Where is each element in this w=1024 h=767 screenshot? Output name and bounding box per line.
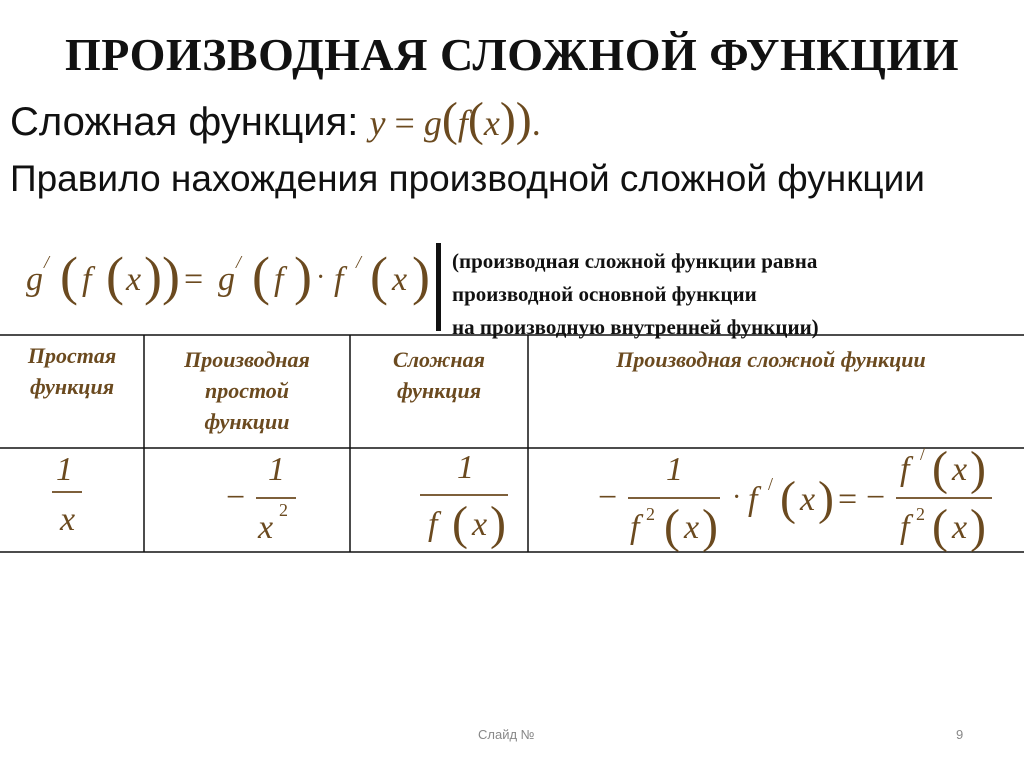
header-line: Производная [184,347,310,372]
svg-text:): ) [702,500,718,553]
svg-text:): ) [818,472,834,525]
svg-text:): ) [970,442,986,495]
rule-g1: g [26,261,43,298]
simple-deriv-exp: 2 [279,500,288,520]
rule-prime2: / [236,252,242,272]
svg-text:(: ( [370,246,388,306]
header-line: функция [396,378,482,403]
complex-deriv-den-x: x [684,509,700,546]
complex-den-f: f [428,506,438,543]
header-line: функция [29,374,115,399]
complex-deriv-num1: 1 [666,451,683,488]
note-bracket [436,243,441,331]
complex-deriv-eq: = [838,481,858,518]
slide-label: Слайд № [478,727,535,742]
complex-deriv-num2-prime: / [920,444,926,464]
complex-deriv-minus2: − [866,479,886,516]
rule-eq: = [184,261,204,298]
rule-f2: f [274,261,284,298]
rule-prime1: / [44,252,50,272]
svg-text:(: ( [664,500,680,553]
header-line: функции [204,409,290,434]
header-line: Сложная [393,347,485,372]
svg-text:)): )) [144,246,180,306]
complex-deriv-den2-exp: 2 [916,504,925,524]
simple-den: x [60,501,76,538]
rule-f1: f [82,261,92,298]
header-complex-derivative [528,344,1014,375]
rule-prime3: / [356,252,362,272]
simple-deriv-den: x [258,509,274,546]
note-line: производной основной функции [452,282,757,306]
rule-g2: g [218,261,235,298]
formula-f: f [457,103,468,143]
rule-text: Правило нахождения производной сложной функции [10,158,925,199]
chain-rule-formula [20,240,435,308]
complex-deriv-den-f: f [630,509,640,546]
complex-function-formula: y = g(f(x)). [369,93,541,146]
svg-text:): ) [294,246,312,306]
complex-deriv-den-exp: 2 [646,504,655,524]
header-line: простой [204,378,290,403]
complex-deriv-num2-f: f [900,451,910,488]
complex-num: 1 [457,449,474,486]
header-line: Простая [27,343,117,368]
complex-deriv-den2-x: x [952,509,968,546]
complex-deriv-num2-x: x [952,451,968,488]
svg-text:(: ( [252,246,270,306]
svg-text:(: ( [60,246,78,306]
svg-text:(: ( [452,497,468,550]
svg-text:(: ( [932,442,948,495]
svg-text:): ) [412,246,430,306]
formula-end: . [531,103,541,143]
simple-deriv-minus: − [226,479,246,516]
rule-dot: · [316,262,326,293]
svg-text:(: ( [106,246,124,306]
header-simple-function [0,340,144,402]
complex-den-x: x [472,506,488,543]
header-line: Производная сложной функции [616,347,926,372]
formula-y: y [369,103,386,143]
svg-text:): ) [490,497,506,550]
simple-num: 1 [56,451,73,488]
note-line: (производная сложной функции равна [452,249,818,273]
complex-deriv-prime: / [768,474,774,494]
svg-text:(: ( [932,500,948,553]
complex-deriv-f: f [748,481,758,518]
header-simple-derivative [144,344,350,437]
slide-title: ПРОИЗВОДНАЯ СЛОЖНОЙ ФУНКЦИИ [64,29,960,80]
complex-function-label: Сложная функция: [10,100,359,144]
note-line: на производную внутренней функции) [452,315,819,339]
simple-deriv-num: 1 [268,451,285,488]
rule-f3: f [334,261,344,298]
formula-eq: = [394,103,415,143]
complex-deriv-den2-f: f [900,509,910,546]
svg-text:(: ( [780,472,796,525]
complex-deriv-dot: · [732,482,742,513]
formula-x: x [483,103,500,143]
complex-deriv-x: x [800,481,816,518]
formula-g: g [423,103,442,143]
rule-x2: x [392,261,408,298]
rule-x1: x [126,261,142,298]
header-complex-function [350,344,528,406]
complex-deriv-minus1: − [598,479,618,516]
svg-text:): ) [970,500,986,553]
page-number: 9 [956,727,964,742]
complex-function-line [10,92,541,147]
